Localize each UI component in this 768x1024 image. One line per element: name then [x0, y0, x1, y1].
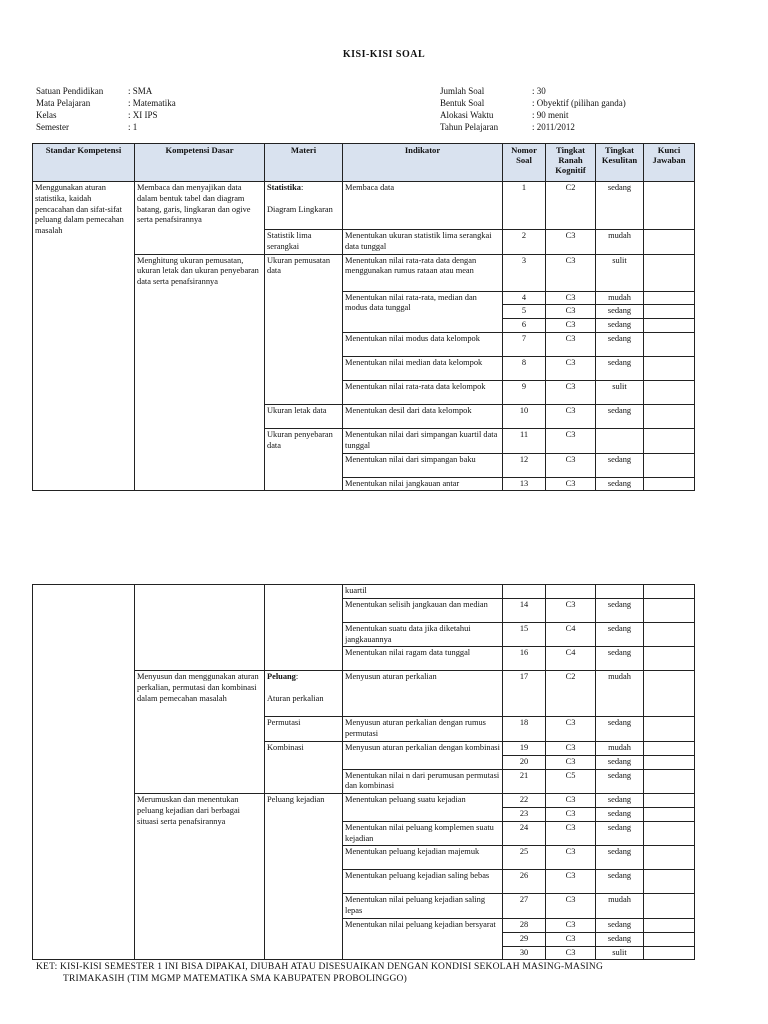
nomor-cell: 16 [503, 647, 546, 671]
info-label: Semester [36, 122, 69, 132]
kunci-cell [644, 647, 695, 671]
ranah-cell: C3 [546, 404, 596, 428]
ranah-cell: C3 [546, 254, 596, 291]
materi-cell: Kombinasi [265, 741, 343, 793]
indikator-cell: Menentukan nilai modus data kelompok [343, 332, 503, 356]
info-value: : 30 [532, 86, 546, 96]
materi-cell: Statistik lima serangkai [265, 230, 343, 255]
ranah-cell: C3 [546, 305, 596, 319]
kesulitan-cell: sedang [596, 769, 644, 794]
info-label: Satuan Pendidikan [36, 86, 104, 96]
kunci-cell [644, 807, 695, 821]
kunci-cell [644, 319, 695, 333]
info-value: : Obyektif (pilihan ganda) [532, 98, 626, 108]
kesulitan-cell: sedang [596, 918, 644, 932]
ranah-cell: C3 [546, 846, 596, 870]
info-value: : 1 [128, 122, 138, 132]
kesulitan-cell: sedang [596, 598, 644, 622]
header-kompetensi-dasar: Kompetensi Dasar [135, 144, 265, 182]
info-label: Bentuk Soal [440, 98, 485, 108]
info-label: Alokasi Waktu [440, 110, 494, 120]
kesulitan-cell: sedang [596, 755, 644, 769]
kunci-cell [644, 717, 695, 742]
indikator-cell: Menentukan suatu data jika diketahui jangkauannya [343, 622, 503, 647]
kesulitan-cell: mudah [596, 230, 644, 255]
nomor-cell: 7 [503, 332, 546, 356]
kesulitan-cell: sedang [596, 647, 644, 671]
nomor-cell: 24 [503, 821, 546, 846]
kesulitan-cell: sedang [596, 807, 644, 821]
materi-cell: Peluang kejadian [265, 794, 343, 960]
footer-line-1: KET: KISI-KISI SEMESTER 1 INI BISA DIPAKAI, DIUBAH ATAU DISESUAIKAN DENGAN KONDISI SEKOLAH MASING-MASING [36, 962, 604, 972]
kompetensi-dasar-cell [135, 585, 265, 671]
kunci-cell [644, 946, 695, 960]
indikator-cell: Menentukan nilai median data kelompok [343, 356, 503, 380]
kunci-cell [644, 769, 695, 794]
indikator-cell: Menentukan nilai rata-rata data kelompok [343, 380, 503, 404]
kunci-cell [644, 932, 695, 946]
kunci-cell [644, 291, 695, 305]
ranah-cell: C3 [546, 870, 596, 894]
kunci-cell [644, 305, 695, 319]
indikator-cell: Menentukan ukuran statistik lima serangkai data tunggal [343, 230, 503, 255]
kunci-cell [644, 671, 695, 717]
nomor-cell: 12 [503, 453, 546, 477]
kunci-cell [644, 428, 695, 453]
ranah-cell: C3 [546, 821, 596, 846]
kesulitan-cell: sulit [596, 946, 644, 960]
indikator-cell: Menentukan peluang suatu kejadian [343, 794, 503, 822]
info-label: Jumlah Soal [440, 86, 485, 96]
kunci-cell [644, 585, 695, 599]
nomor-cell: 26 [503, 870, 546, 894]
kesulitan-cell: sedang [596, 356, 644, 380]
indikator-cell: Membaca data [343, 182, 503, 230]
info-value: : XI IPS [128, 110, 158, 120]
kunci-cell [644, 254, 695, 291]
kunci-cell [644, 894, 695, 919]
materi-cell: Ukuran penyebaran data [265, 428, 343, 490]
kesulitan-cell: sedang [596, 846, 644, 870]
info-value: : Matematika [128, 98, 176, 108]
nomor-cell: 10 [503, 404, 546, 428]
kunci-cell [644, 918, 695, 932]
ranah-cell: C3 [546, 319, 596, 333]
header-standar-kompetensi: Standar Kompetensi [33, 144, 135, 182]
indikator-cell: Menyusun aturan perkalian dengan kombinasi [343, 741, 503, 769]
ranah-cell: C3 [546, 477, 596, 491]
info-value: : 2011/2012 [532, 122, 575, 132]
ranah-cell: C2 [546, 182, 596, 230]
materi-subtopic: Aturan perkalian [267, 693, 324, 703]
standar-kompetensi-cell [33, 585, 135, 960]
kesulitan-cell: sedang [596, 477, 644, 491]
indikator-cell: Menentukan nilai jangkauan antar [343, 477, 503, 491]
ranah-cell: C3 [546, 598, 596, 622]
ranah-cell: C3 [546, 230, 596, 255]
info-left [36, 85, 176, 133]
ranah-cell: C3 [546, 807, 596, 821]
kunci-cell [644, 741, 695, 755]
ranah-cell: C3 [546, 453, 596, 477]
indikator-cell: Menentukan nilai peluang kejadian bersyarat [343, 918, 503, 959]
ranah-cell: C3 [546, 794, 596, 808]
info-label: Kelas [36, 110, 57, 120]
kesulitan-cell: sedang [596, 332, 644, 356]
ranah-cell: C4 [546, 622, 596, 647]
header-kesulitan: Tingkat Kesulitan [596, 144, 644, 182]
ranah-cell: C2 [546, 671, 596, 717]
kunci-cell [644, 870, 695, 894]
kesulitan-cell: sedang [596, 622, 644, 647]
materi-cell [265, 585, 343, 671]
kunci-cell [644, 182, 695, 230]
info-value: : 90 menit [532, 110, 569, 120]
ranah-cell: C3 [546, 428, 596, 453]
ranah-cell: C4 [546, 647, 596, 671]
kesulitan-cell: mudah [596, 741, 644, 755]
indikator-cell: kuartil [343, 585, 503, 599]
header-indikator: Indikator [343, 144, 503, 182]
kunci-cell [644, 404, 695, 428]
nomor-cell: 28 [503, 918, 546, 932]
nomor-cell: 23 [503, 807, 546, 821]
materi-subtopic: Diagram Lingkaran [267, 204, 333, 214]
kompetensi-dasar-cell: Membaca dan menyajikan data dalam bentuk tabel dan diagram batang, garis, lingkaran dan ogive serta penafsirannya [135, 182, 265, 255]
kesulitan-cell: sedang [596, 717, 644, 742]
materi-cell: Ukuran pemusatan data [265, 254, 343, 404]
footer-note [36, 961, 603, 985]
nomor-cell: 22 [503, 794, 546, 808]
info-label: Mata Pelajaran [36, 98, 91, 108]
kesulitan-cell: sedang [596, 821, 644, 846]
materi-cell: Permutasi [265, 717, 343, 742]
kunci-cell [644, 794, 695, 808]
ranah-cell: C3 [546, 356, 596, 380]
kunci-cell [644, 622, 695, 647]
ranah-cell: C3 [546, 291, 596, 305]
kompetensi-dasar-cell: Merumuskan dan menentukan peluang kejadian dari berbagai situasi serta penafsirannya [135, 794, 265, 960]
info-label: Tahun Pelajaran [440, 122, 499, 132]
nomor-cell: 27 [503, 894, 546, 919]
kunci-cell [644, 477, 695, 491]
materi-colon: : [295, 672, 299, 682]
kunci-cell [644, 846, 695, 870]
indikator-cell: Menyusun aturan perkalian dengan rumus permutasi [343, 717, 503, 742]
kesulitan-cell: sulit [596, 254, 644, 291]
materi-cell [265, 671, 343, 717]
ranah-cell: C3 [546, 380, 596, 404]
kesulitan-cell: sedang [596, 404, 644, 428]
nomor-cell: 6 [503, 319, 546, 333]
info-right [440, 85, 626, 133]
nomor-cell: 19 [503, 741, 546, 755]
ranah-cell: C3 [546, 741, 596, 755]
indikator-cell: Menentukan nilai dari simpangan baku [343, 453, 503, 477]
kunci-cell [644, 755, 695, 769]
ranah-cell: C5 [546, 769, 596, 794]
nomor-cell: 11 [503, 428, 546, 453]
nomor-cell: 2 [503, 230, 546, 255]
indikator-cell: Menentukan nilai peluang komplemen suatu kejadian [343, 821, 503, 846]
info-value: : SMA [128, 86, 153, 96]
ranah-cell: C3 [546, 946, 596, 960]
header-ranah-kognitif: Tingkat Ranah Kognitif [546, 144, 596, 182]
ranah-cell: C3 [546, 717, 596, 742]
indikator-cell: Menentukan nilai peluang kejadian saling lepas [343, 894, 503, 919]
kesulitan-cell: sedang [596, 453, 644, 477]
nomor-cell: 9 [503, 380, 546, 404]
kesulitan-cell: sedang [596, 794, 644, 808]
header-nomor-soal: Nomor Soal [503, 144, 546, 182]
indikator-cell: Menentukan nilai dari simpangan kuartil data tunggal [343, 428, 503, 453]
nomor-cell: 4 [503, 291, 546, 305]
ranah-cell: C3 [546, 332, 596, 356]
nomor-cell: 8 [503, 356, 546, 380]
materi-heading: Peluang [267, 672, 296, 682]
indikator-cell: Menentukan selisih jangkauan dan median [343, 598, 503, 622]
ranah-cell: C3 [546, 918, 596, 932]
nomor-cell: 17 [503, 671, 546, 717]
nomor-cell: 3 [503, 254, 546, 291]
indikator-cell: Menentukan peluang kejadian saling bebas [343, 870, 503, 894]
nomor-cell: 21 [503, 769, 546, 794]
kisi-table-page-1 [32, 143, 695, 491]
document-title: KISI-KISI SOAL [342, 49, 426, 60]
nomor-cell: 29 [503, 932, 546, 946]
indikator-cell: Menyusun aturan perkalian [343, 671, 503, 717]
nomor-cell: 20 [503, 755, 546, 769]
kunci-cell [644, 453, 695, 477]
indikator-cell: Menentukan peluang kejadian majemuk [343, 846, 503, 870]
kesulitan-cell [596, 585, 644, 599]
indikator-cell: Menentukan desil dari data kelompok [343, 404, 503, 428]
kisi-table-page-2 [32, 584, 695, 960]
materi-cell: Ukuran letak data [265, 404, 343, 428]
header-kunci-jawaban: Kunci Jawaban [644, 144, 695, 182]
nomor-cell: 30 [503, 946, 546, 960]
ranah-cell [546, 585, 596, 599]
nomor-cell: 25 [503, 846, 546, 870]
kunci-cell [644, 356, 695, 380]
kunci-cell [644, 598, 695, 622]
materi-heading: Statistika [267, 183, 301, 192]
kunci-cell [644, 821, 695, 846]
footer-line-2: TRIMAKASIH (TIM MGMP MATEMATIKA SMA KABUPATEN PROBOLINGGO) [63, 974, 407, 984]
nomor-cell: 13 [503, 477, 546, 491]
kesulitan-cell: sedang [596, 932, 644, 946]
indikator-cell: Menentukan nilai rata-rata, median dan modus data tunggal [343, 291, 503, 332]
kompetensi-dasar-cell: Menyusun dan menggunakan aturan perkalian, permutasi dan kombinasi dalam pemecahan masalah [135, 671, 265, 794]
nomor-cell: 14 [503, 598, 546, 622]
nomor-cell: 15 [503, 622, 546, 647]
indikator-cell: Menentukan nilai rata-rata data dengan menggunakan rumus rataan atau mean [343, 254, 503, 291]
kunci-cell [644, 230, 695, 255]
kunci-cell [644, 332, 695, 356]
kesulitan-cell: sedang [596, 319, 644, 333]
kesulitan-cell: mudah [596, 291, 644, 305]
ranah-cell: C3 [546, 894, 596, 919]
kompetensi-dasar-cell: Menghitung ukuran pemusatan, ukuran letak dan ukuran penyebaran data serta penafsirannya [135, 254, 265, 491]
kesulitan-cell: mudah [596, 894, 644, 919]
nomor-cell: 1 [503, 182, 546, 230]
indikator-cell: Menentukan nilai ragam data tunggal [343, 647, 503, 671]
nomor-cell: 5 [503, 305, 546, 319]
header-materi: Materi [265, 144, 343, 182]
kesulitan-cell [596, 428, 644, 453]
indikator-cell: Menentukan nilai n dari perumusan permutasi dan kombinasi [343, 769, 503, 794]
nomor-cell: 18 [503, 717, 546, 742]
standar-kompetensi-cell: Menggunakan aturan statistika, kaidah pencacahan dan sifat-sifat peluang dalam pemecahan masalah [33, 182, 135, 491]
nomor-cell [503, 585, 546, 599]
materi-cell [265, 182, 343, 230]
materi-colon: : [300, 183, 304, 192]
kunci-cell [644, 380, 695, 404]
kesulitan-cell: mudah [596, 671, 644, 717]
ranah-cell: C3 [546, 932, 596, 946]
kesulitan-cell: sedang [596, 305, 644, 319]
kesulitan-cell: sulit [596, 380, 644, 404]
ranah-cell: C3 [546, 755, 596, 769]
kesulitan-cell: sedang [596, 870, 644, 894]
kesulitan-cell: sedang [596, 182, 644, 230]
